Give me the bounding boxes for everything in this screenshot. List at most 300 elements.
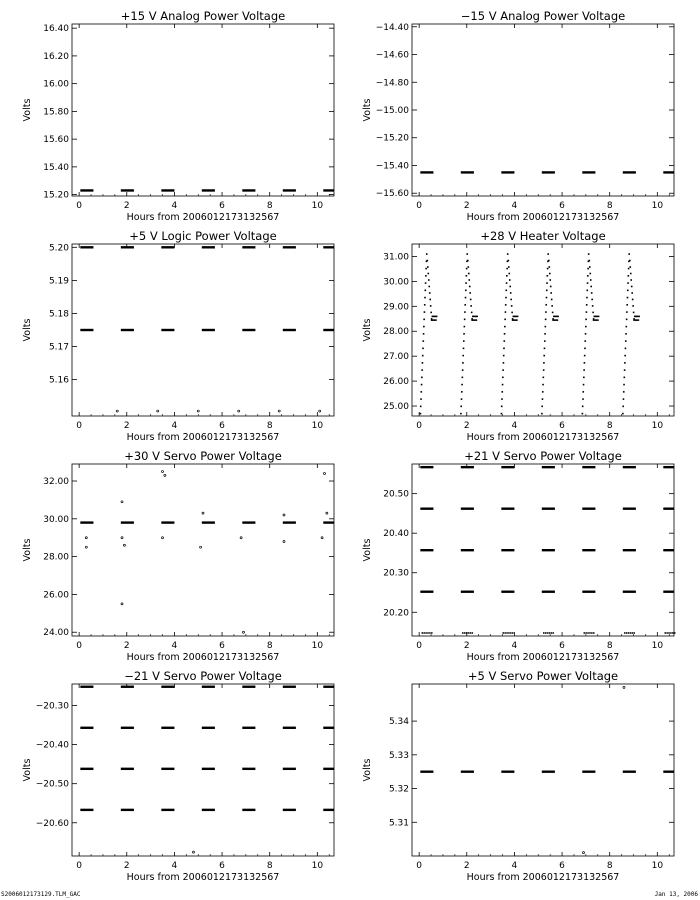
data-point [622, 413, 624, 415]
data-point [583, 377, 585, 379]
data-point [626, 304, 628, 306]
data-point [425, 268, 427, 270]
y-tick-label: 5.32 [388, 784, 409, 795]
print-date-label: Jan 13, 2006 [654, 891, 698, 898]
data-point [501, 398, 503, 400]
chart-panel-7 [22, 669, 334, 883]
data-point [508, 260, 510, 262]
plot-frame [72, 24, 334, 196]
data-point [545, 632, 547, 634]
data-point [633, 319, 635, 321]
y-tick-label: 5.31 [388, 818, 409, 829]
y-tick-label: 24.00 [43, 628, 69, 639]
x-tick-label: 4 [171, 201, 178, 211]
y-tick-label: 26.00 [43, 590, 69, 601]
y-tick-label: −15.00 [375, 106, 409, 116]
data-point [501, 406, 503, 408]
data-point [510, 299, 512, 301]
data-point [625, 333, 627, 335]
x-tick-label: 2 [463, 641, 470, 651]
data-point [543, 362, 545, 364]
y-tick-label: 20.40 [383, 529, 409, 540]
y-tick-label: 5.33 [388, 750, 409, 761]
data-point [672, 632, 674, 634]
data-point [505, 297, 507, 299]
data-point [162, 537, 164, 539]
data-point [542, 398, 544, 400]
y-tick-label: −20.30 [35, 701, 69, 712]
data-point [464, 632, 466, 634]
data-point [427, 260, 429, 262]
data-point [121, 537, 123, 539]
y-tick-label: 5.18 [48, 309, 69, 320]
data-point [587, 275, 589, 277]
data-point [597, 319, 599, 321]
y-axis-label: Volts [362, 538, 373, 562]
data-point [164, 474, 166, 476]
data-point [627, 282, 629, 284]
data-point [461, 391, 463, 393]
data-point [586, 297, 588, 299]
data-point [432, 319, 434, 321]
data-point [544, 340, 546, 342]
x-tick-label: 6 [559, 861, 565, 871]
plot-frame [412, 684, 674, 856]
y-tick-label: 29.00 [383, 302, 409, 313]
data-point [202, 512, 204, 514]
data-point [162, 471, 164, 473]
data-point [428, 279, 430, 281]
data-point [554, 316, 556, 318]
x-tick-label: 4 [511, 641, 518, 651]
data-point [511, 305, 513, 307]
x-tick-label: 10 [651, 201, 664, 211]
data-point [506, 282, 508, 284]
data-point [634, 316, 636, 318]
data-point [278, 410, 280, 412]
data-point [510, 632, 512, 634]
x-tick-label: 6 [559, 201, 565, 211]
data-point [592, 305, 594, 307]
data-point [501, 413, 503, 415]
x-axis-label: Hours from 2006012173132567 [466, 212, 620, 223]
data-point [582, 398, 584, 400]
data-point [628, 253, 630, 255]
y-tick-label: 31.00 [383, 252, 409, 263]
data-point [542, 391, 544, 393]
data-point [589, 266, 591, 268]
data-point [434, 316, 436, 318]
data-point [461, 384, 463, 386]
data-point [197, 410, 199, 412]
y-tick-label: 30.00 [383, 277, 409, 288]
data-point [545, 304, 547, 306]
data-point [464, 326, 466, 328]
data-point [517, 316, 519, 318]
plot-frame [72, 464, 334, 636]
data-point [624, 362, 626, 364]
data-point [504, 632, 506, 634]
data-point [427, 266, 429, 268]
y-tick-label: 16.00 [43, 79, 69, 90]
data-point [423, 326, 425, 328]
data-point [587, 268, 589, 270]
data-point [626, 319, 628, 321]
x-tick-label: 4 [511, 421, 518, 431]
data-point [508, 273, 510, 275]
chart-title: +30 V Servo Power Voltage [124, 449, 282, 463]
data-point [546, 282, 548, 284]
data-point [503, 632, 505, 634]
data-point [638, 319, 640, 321]
data-point [462, 362, 464, 364]
data-point [422, 362, 424, 364]
data-point [85, 546, 87, 548]
x-tick-label: 4 [171, 861, 178, 871]
data-point [464, 311, 466, 313]
data-point [470, 299, 472, 301]
x-tick-label: 8 [266, 861, 273, 871]
data-point [636, 319, 638, 321]
x-tick-label: 6 [219, 421, 225, 431]
data-point [321, 537, 323, 539]
data-point [473, 316, 475, 318]
data-point [591, 292, 593, 294]
data-point [545, 311, 547, 313]
x-tick-label: 10 [311, 641, 324, 651]
data-point [589, 273, 591, 275]
data-point [631, 292, 633, 294]
data-point [424, 290, 426, 292]
x-tick-label: 0 [416, 201, 423, 211]
x-axis-label: Hours from 2006012173132567 [126, 212, 280, 223]
data-point [545, 326, 547, 328]
x-tick-label: 10 [311, 201, 324, 211]
data-point [503, 355, 505, 357]
data-point [632, 299, 634, 301]
data-point [468, 279, 470, 281]
data-point [283, 540, 285, 542]
data-point [585, 319, 587, 321]
y-tick-label: 20.50 [383, 489, 409, 500]
data-point [623, 391, 625, 393]
x-tick-label: 10 [651, 421, 664, 431]
data-point [594, 316, 596, 318]
x-tick-label: 0 [76, 861, 83, 871]
data-point [464, 319, 466, 321]
x-tick-label: 0 [76, 641, 83, 651]
data-point [511, 312, 513, 314]
data-point [584, 362, 586, 364]
data-point [594, 319, 596, 321]
data-point [428, 286, 430, 288]
chart-title: +15 V Analog Power Voltage [120, 9, 286, 23]
data-point [584, 348, 586, 350]
data-point [624, 355, 626, 357]
data-point [421, 384, 423, 386]
data-point [425, 275, 427, 277]
y-tick-label: 16.40 [43, 24, 69, 35]
x-tick-label: 8 [606, 201, 613, 211]
x-tick-label: 0 [416, 861, 423, 871]
data-point [515, 319, 517, 321]
y-axis-label: Volts [22, 758, 33, 782]
data-point [549, 273, 551, 275]
data-point [472, 632, 474, 634]
x-tick-label: 8 [266, 641, 273, 651]
y-tick-label: 27.00 [383, 352, 409, 363]
data-point [627, 297, 629, 299]
y-tick-label: −14.80 [375, 78, 409, 89]
data-point [632, 632, 634, 634]
y-axis-label: Volts [22, 538, 33, 562]
x-tick-label: 8 [606, 861, 613, 871]
chart-panel-5 [22, 449, 334, 663]
data-point [583, 369, 585, 371]
data-point [548, 266, 550, 268]
data-point [547, 253, 549, 255]
data-point [547, 632, 549, 634]
data-point [85, 537, 87, 539]
data-point [596, 316, 598, 318]
data-point [593, 319, 595, 321]
data-point [626, 311, 628, 313]
data-point [466, 632, 468, 634]
data-point [513, 316, 515, 318]
data-point [476, 319, 478, 321]
data-point [475, 316, 477, 318]
chart-panel-4 [362, 229, 674, 443]
data-point [666, 632, 668, 634]
data-point [509, 286, 511, 288]
data-point [549, 632, 551, 634]
x-axis-label: Hours from 2006012173132567 [466, 432, 620, 443]
plot-frame [412, 244, 674, 416]
data-point [501, 391, 503, 393]
data-point [585, 333, 587, 335]
data-point [421, 369, 423, 371]
data-point [551, 632, 553, 634]
data-point [422, 632, 424, 634]
y-tick-label: 5.17 [48, 342, 69, 353]
data-point [516, 319, 518, 321]
chart-title: +21 V Servo Power Voltage [464, 449, 622, 463]
data-point [582, 852, 584, 854]
data-point [430, 305, 432, 307]
data-point [426, 253, 428, 255]
y-tick-label: 20.20 [383, 608, 409, 619]
data-point [630, 273, 632, 275]
y-axis-label: Volts [22, 98, 33, 122]
data-point [502, 369, 504, 371]
y-tick-label: −20.50 [35, 779, 69, 790]
data-point [242, 631, 244, 633]
data-point [460, 406, 462, 408]
y-tick-label: 28.00 [43, 552, 69, 563]
x-tick-label: 2 [123, 421, 130, 431]
data-point [629, 266, 631, 268]
y-tick-label: 5.20 [48, 243, 69, 254]
y-tick-label: 15.60 [43, 135, 69, 146]
data-point [326, 512, 328, 514]
data-point [427, 632, 429, 634]
data-point [593, 632, 595, 634]
data-point [591, 632, 593, 634]
data-point [423, 319, 425, 321]
x-tick-label: 4 [511, 201, 518, 211]
data-point [420, 406, 422, 408]
x-tick-label: 6 [219, 861, 225, 871]
x-tick-label: 8 [606, 641, 613, 651]
y-tick-label: 30.00 [43, 514, 69, 525]
data-point [116, 410, 118, 412]
x-tick-label: 6 [219, 201, 225, 211]
y-tick-label: 5.34 [388, 717, 409, 728]
data-point [628, 275, 630, 277]
data-point [668, 632, 670, 634]
x-axis-label: Hours from 2006012173132567 [466, 652, 620, 663]
x-tick-label: 2 [123, 641, 130, 651]
y-tick-label: −14.40 [375, 22, 409, 33]
data-point [424, 311, 426, 313]
x-tick-label: 8 [266, 201, 273, 211]
data-point [505, 290, 507, 292]
x-tick-label: 10 [311, 421, 324, 431]
chart-title: +28 V Heater Voltage [480, 229, 606, 243]
data-point [622, 406, 624, 408]
data-point [553, 632, 555, 634]
data-point [546, 297, 548, 299]
data-point [431, 319, 433, 321]
data-point [590, 279, 592, 281]
y-axis-label: Volts [362, 98, 373, 122]
x-axis-label: Hours from 2006012173132567 [126, 432, 280, 443]
chart-title: −21 V Servo Power Voltage [124, 669, 282, 683]
data-point [471, 319, 473, 321]
chart-title: +5 V Logic Power Voltage [129, 229, 277, 243]
data-point [512, 319, 514, 321]
data-point [587, 632, 589, 634]
data-point [582, 391, 584, 393]
x-tick-label: 2 [463, 421, 470, 431]
data-point [585, 632, 587, 634]
data-point [630, 279, 632, 281]
data-point [200, 546, 202, 548]
data-point [637, 316, 639, 318]
data-point [469, 286, 471, 288]
data-point [556, 316, 558, 318]
data-point [434, 319, 436, 321]
data-point [589, 260, 591, 262]
data-point [550, 286, 552, 288]
data-point [625, 340, 627, 342]
data-point [627, 290, 629, 292]
y-tick-label: 5.19 [48, 276, 69, 287]
data-point [557, 319, 559, 321]
data-point [436, 316, 438, 318]
data-point [506, 275, 508, 277]
data-point [503, 348, 505, 350]
data-point [504, 326, 506, 328]
data-point [506, 632, 508, 634]
data-point [623, 686, 625, 688]
data-point [465, 297, 467, 299]
chart-panel-6 [362, 449, 676, 663]
data-point [505, 304, 507, 306]
x-tick-label: 6 [219, 641, 225, 651]
data-point [596, 319, 598, 321]
x-tick-label: 4 [511, 861, 518, 871]
x-tick-label: 4 [171, 421, 178, 431]
data-point [422, 340, 424, 342]
data-point [466, 275, 468, 277]
data-point [510, 292, 512, 294]
data-point [429, 632, 431, 634]
data-point [626, 326, 628, 328]
data-point [319, 410, 321, 412]
chart-panel-3 [22, 229, 334, 443]
data-point [514, 316, 516, 318]
data-point [586, 304, 588, 306]
data-point [628, 632, 630, 634]
y-tick-label: 15.20 [43, 190, 69, 201]
data-point [432, 316, 434, 318]
y-axis-label: Volts [22, 318, 33, 342]
data-point [582, 413, 584, 415]
chart-panel-1 [22, 9, 334, 223]
data-point [589, 632, 591, 634]
data-point [240, 537, 242, 539]
data-point [674, 632, 676, 634]
y-tick-label: −20.40 [35, 740, 69, 751]
y-tick-label: 28.00 [383, 327, 409, 338]
x-axis-label: Hours from 2006012173132567 [126, 872, 280, 883]
x-tick-label: 8 [266, 421, 273, 431]
data-point [465, 282, 467, 284]
data-point [541, 406, 543, 408]
data-point [623, 384, 625, 386]
y-tick-label: 15.40 [43, 162, 69, 173]
data-point [509, 279, 511, 281]
data-point [424, 297, 426, 299]
y-tick-label: −20.60 [35, 818, 69, 829]
data-point [502, 377, 504, 379]
data-point [238, 410, 240, 412]
data-point [554, 319, 556, 321]
data-point [553, 316, 555, 318]
data-point [466, 253, 468, 255]
data-point [462, 632, 464, 634]
data-point [429, 292, 431, 294]
data-point [472, 316, 474, 318]
data-point [635, 319, 637, 321]
data-point [585, 326, 587, 328]
data-point [506, 268, 508, 270]
data-point [628, 268, 630, 270]
data-point [467, 260, 469, 262]
data-point [471, 312, 473, 314]
data-point [463, 348, 465, 350]
data-point [546, 290, 548, 292]
y-axis-label: Volts [362, 318, 373, 342]
data-point [543, 369, 545, 371]
data-point [157, 410, 159, 412]
plot-frame [412, 24, 674, 196]
data-point [635, 316, 637, 318]
data-point [551, 299, 553, 301]
y-tick-label: −15.40 [375, 161, 409, 172]
data-point [584, 355, 586, 357]
